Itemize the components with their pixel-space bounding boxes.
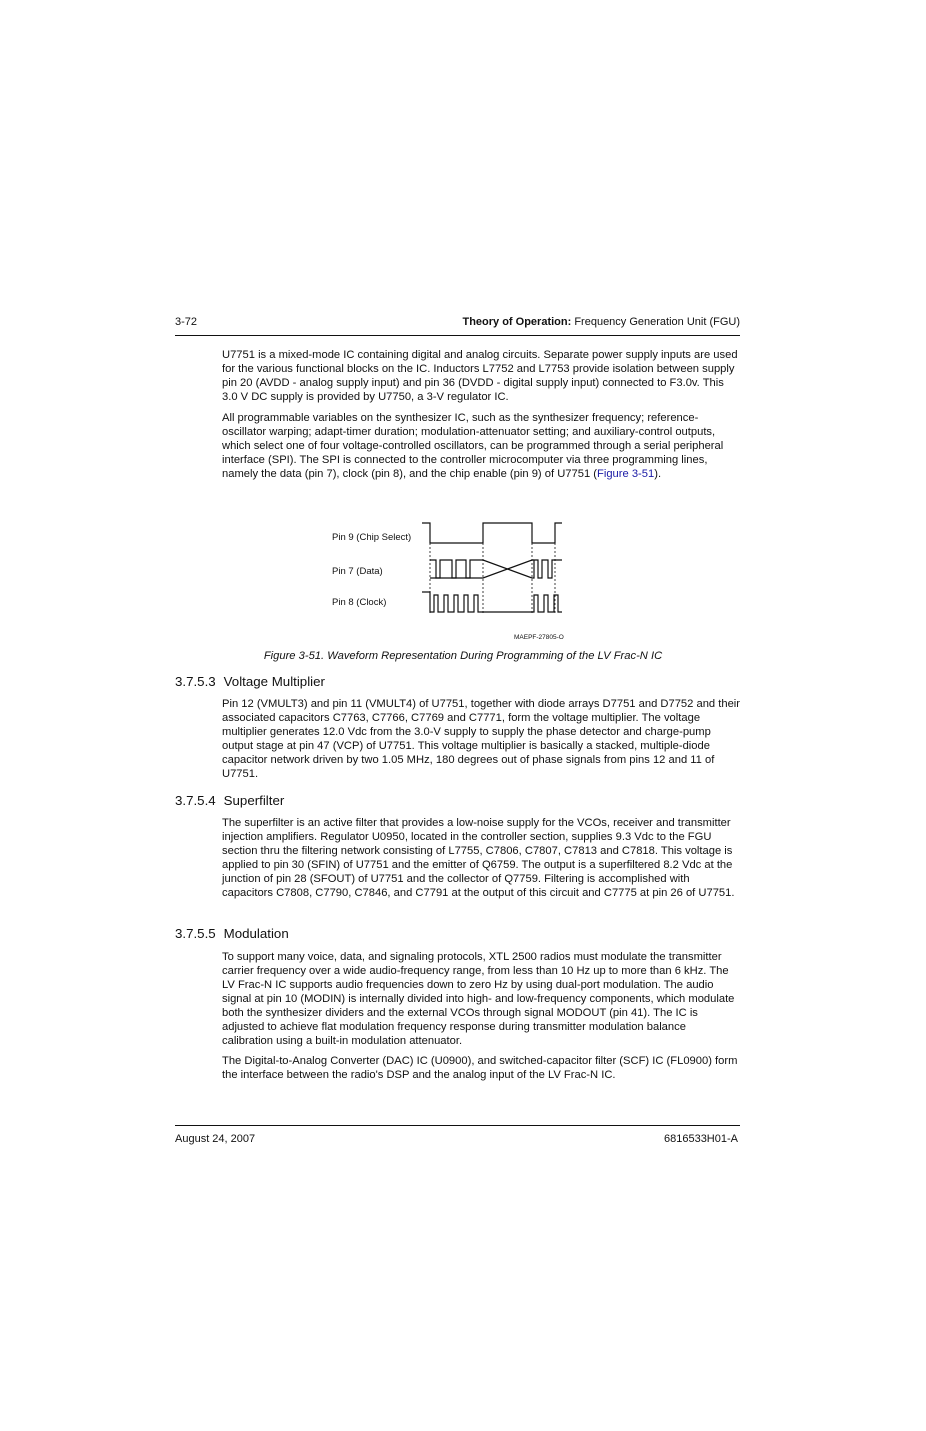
waveform-clock: [422, 592, 562, 612]
footer-rule: [175, 1125, 740, 1126]
modulation-paragraph-2: The Digital-to-Analog Converter (DAC) IC (U0900), and switched-capacitor filter (SCF) IC (FL0900) form the interface between the radio's DSP and the analog input of the LV Frac-N IC.: [222, 1055, 738, 1081]
footer-doc-number: 6816533H01-A: [663, 1133, 738, 1145]
section-title: Superfilter: [223, 793, 285, 808]
section-title: Modulation: [223, 926, 289, 941]
figure-caption: Figure 3-51. Waveform Representation During Programming of the LV Frac-N IC: [263, 650, 663, 662]
page-number: 3-72: [175, 316, 198, 328]
intro-paragraph-2: [222, 411, 740, 481]
heading-modulation: [175, 926, 289, 941]
heading-superfilter: [175, 793, 284, 808]
waveform-chip-select: [422, 523, 562, 543]
modulation-paragraph-1: To support many voice, data, and signaling protocols, XTL 2500 radios must modulate the transmitter carrier frequency over a wide audio-frequency range, from less than 10 Hz up to more than 6 kHz. The LV Frac-N IC supports audio frequencies down to zero Hz by using dual-port modulation. The audio signal at pin 10 (MODIN) is internally divided into high- and low-frequency components, which modulate both the synthesizer dividers and the external VCOs through signal MODOUT (pin 41). The IC is adjusted to achieve flat modulation frequency response during transmitter modulation balance calibration using a built-in modulation attenuator.: [222, 951, 735, 1047]
voltage-multiplier-paragraph: Pin 12 (VMULT3) and pin 11 (VMULT4) of U7751, together with diode arrays D7751 and D7752 and their associated capacitors C7763, C7766, C7769 and C7771, form the voltage multiplier. The voltage multiplier generates 12.0 Vdc from the 3.0-V supply to supply the phase detector and charge-pump output stage at pin 47 (VCP) of U7751. This voltage multiplier is basically a stacked, multiple-diode capacitor network driven by two 1.05 MHz, 180 degrees out of phase signals from pins 12 and 11 of U7751.: [222, 698, 741, 780]
section-title: Frequency Generation Unit (FGU): [574, 316, 740, 328]
footer-date: August 24, 2007: [175, 1133, 256, 1145]
section-number: 3.7.5.3: [175, 674, 216, 689]
figure-id: MAEPF-27805-O: [514, 634, 564, 641]
label-pin7: Pin 7 (Data): [332, 566, 383, 577]
header-rule: [175, 335, 740, 336]
waveform-data-top: [430, 560, 562, 578]
label-pin9: Pin 9 (Chip Select): [332, 532, 412, 543]
intro-paragraph-2-end: ).: [654, 468, 662, 480]
figure-3-51-link[interactable]: Figure 3-51: [597, 468, 655, 480]
intro-paragraph-1: U7751 is a mixed-mode IC containing digital and analog circuits. Separate power supply inputs are used for the various functional blocks on the IC. Inductors L7752 and L7753 provide isolation between supply pin 20 (AVDD - analog supply input) and pin 36 (DVDD - digital supply input) connected to F3.0v. This 3.0 V DC supply is provided by U7750, a 3-V regulator IC.: [222, 349, 738, 403]
running-header: [462, 316, 740, 328]
superfilter-paragraph: The superfilter is an active filter that provides a low-noise supply for the VCOs, receiver and transmitter injection amplifiers. Regulator U0950, located in the controller section, supplies 9.3 Vdc to the FGU section thru the filtering network consisting of L7755, C7806, C7807, C7813 and C7818. This voltage is applied to pin 30 (SFIN) of U7751 and the emitter of Q6759. The output is a superfiltered 8.2 Vdc at the junction of pin 28 (SFOUT) of U7751 and the collector of Q7759. Filtering is accomplished with capacitors C7808, C7790, C7846, and C7791 at the output of this circuit and C7775 at pin 26 of U7751.: [222, 817, 735, 899]
label-pin8: Pin 8 (Clock): [332, 597, 387, 608]
waveform-figure: [330, 515, 575, 645]
section-number: 3.7.5.4: [175, 793, 216, 808]
intro-paragraph-2-text: All programmable variables on the synthesizer IC, such as the synthesizer frequency; reference-oscillator warping; adapt-timer duration; modulation-attenuator setting; and auxiliary-control outputs, which select one of four voltage-controlled oscillators, can be programmed through a serial peripheral interface (SPI). The SPI is connected to the controller microcomputer via three programming lines, namely the data (pin 7), clock (pin 8), and the chip enable (pin 9) of U7751 (: [222, 412, 724, 480]
section-number: 3.7.5.5: [175, 926, 216, 941]
section-title: Voltage Multiplier: [223, 674, 325, 689]
chapter-title: Theory of Operation:: [462, 316, 572, 328]
heading-voltage-multiplier: [175, 674, 325, 689]
waveform-data-bottom: [430, 560, 534, 578]
